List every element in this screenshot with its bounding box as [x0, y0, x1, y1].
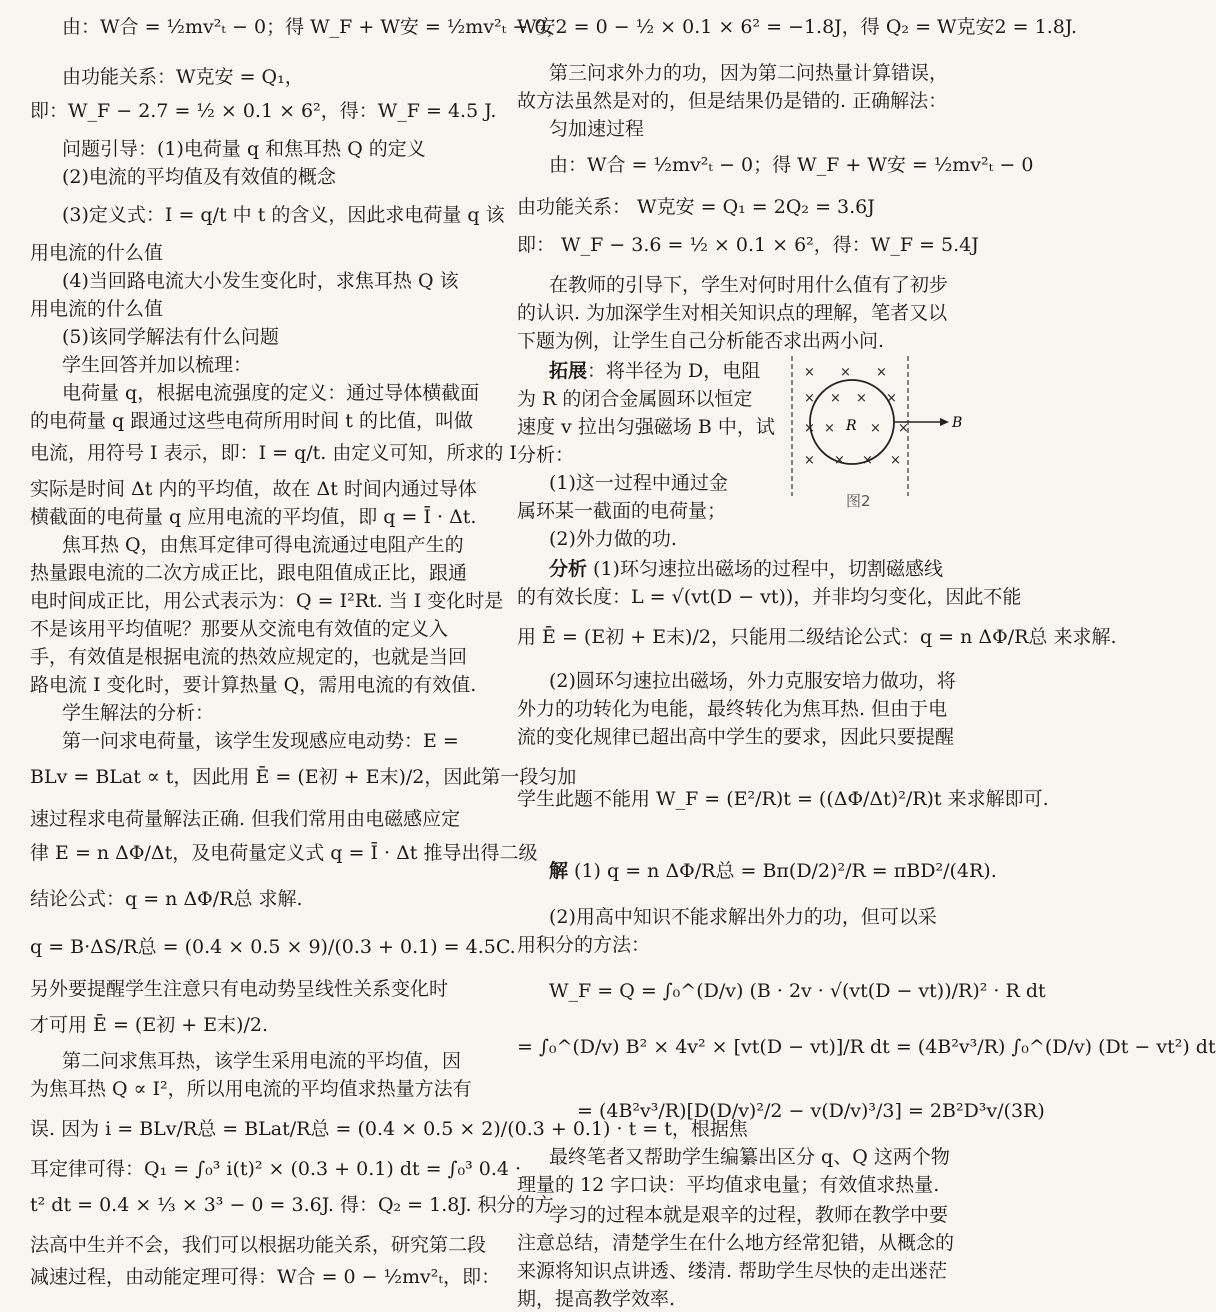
left-line-7: 用电流的什么值: [30, 242, 164, 264]
right-line-12: 为 R 的闭合金属圆环以恒定: [517, 388, 753, 410]
left-line-18: 热量跟电流的二次方成正比，跟电阻值成正比，跟通: [30, 562, 468, 584]
right-line-11: 拓展：将半径为 D，电阻: [549, 360, 761, 382]
left-line-23: 学生解法的分析：: [62, 702, 215, 724]
right-line-4: 匀加速过程: [549, 118, 645, 140]
left-line-4: 问题引导：(1)电荷量 q 和焦耳热 Q 的定义: [62, 138, 426, 160]
left-line-13: 的电荷量 q 跟通过这些电荷所用时间 t 的比值，叫做: [30, 410, 473, 432]
right-line-21: (2)圆环匀速拉出磁场，外力克服安培力做功，将: [549, 670, 956, 692]
right-line-2: 第三问求外力的功，因为第二问热量计算错误，: [549, 62, 949, 84]
right-line-29: = ∫₀^(D/v) B² × 4v² × [vt(D − vt)]/R dt = (4B²v³/R) ∫₀^(D/v) (Dt − vt²) dt: [517, 1036, 1216, 1058]
left-line-14: 电流，用符号 I 表示，即：I = q/t. 由定义可知，所求的 I: [30, 442, 517, 464]
right-line-16: 属环某一截面的电荷量；: [517, 500, 727, 522]
right-line-32: 理量的 12 字口诀：平均值求电量；有效值求热量.: [517, 1174, 940, 1196]
right-line-18: 分析 (1)环匀速拉出磁场的过程中，切割磁感线: [549, 558, 943, 580]
left-line-2: 由功能关系：W克安 = Q₁，: [62, 66, 304, 88]
ring-resistance-label: R: [846, 418, 857, 434]
left-line-34: 误. 因为 i = BLv/R总 = BLat/R总 = (0.4 × 0.5 × 2)/(0.3 + 0.1) · t = t，根据焦: [30, 1118, 748, 1140]
left-line-12: 电荷量 q，根据电流强度的定义：通过导体横截面: [62, 382, 480, 404]
left-line-22: 路电流 I 变化时，要计算热量 Q，需用电流的有效值.: [30, 674, 477, 696]
field-cross-1: ×: [804, 365, 815, 380]
field-cross-3: ×: [876, 365, 887, 380]
left-line-9: 用电流的什么值: [30, 298, 164, 320]
right-line-3: 故方法虽然是对的，但是结果仍是错的. 正确解法：: [517, 90, 948, 112]
field-cross-9: ×: [824, 421, 835, 436]
field-cross-12: ×: [804, 453, 815, 468]
left-line-21: 手，有效值是根据电流的热效应规定的，也就是当回: [30, 646, 468, 668]
field-cross-11: ×: [898, 421, 909, 436]
right-line-23: 流的变化规律已超出高中学生的要求，因此只要提醒: [517, 726, 955, 748]
left-line-35: 耳定律可得：Q₁ = ∫₀³ i(t)² × (0.3 + 0.1) dt = ∫₀³ 0.4 ·: [30, 1158, 522, 1180]
field-cross-4: ×: [804, 391, 815, 406]
right-line-19: 的有效长度：L = √(vt(D − vt))，并非均匀变化，因此不能: [517, 586, 1022, 608]
left-line-27: 律 E = n ΔΦ/Δt，及电荷量定义式 q = Ī · Δt 推导出得二级: [30, 842, 538, 864]
left-line-16: 横截面的电荷量 q 应用电流的平均值，即 q = Ī · Δt.: [30, 506, 477, 528]
left-line-26: 速过程求电荷量解法正确. 但我们常用由电磁感应定: [30, 808, 461, 830]
field-cross-5: ×: [830, 391, 841, 406]
right-line-22: 外力的功转化为电能，最终转化为焦耳热. 但由于电: [517, 698, 948, 720]
field-cross-10: ×: [870, 421, 881, 436]
left-line-5: (2)电流的平均值及有效值的概念: [62, 166, 336, 188]
right-line-13: 速度 v 拉出匀强磁场 B 中，试: [517, 416, 775, 438]
left-line-17: 焦耳热 Q，由焦耳定律可得电流通过电阻产生的: [62, 534, 464, 556]
velocity-arrow-head: [940, 418, 949, 426]
right-line-15: (1)这一过程中通过金: [549, 472, 728, 494]
right-line-5: 由：W合 = ½mv²ₜ − 0；得 W_F + W安 = ½mv²ₜ − 0: [549, 154, 1034, 176]
right-line-35: 来源将知识点讲透、缕清. 帮助学生尽快的走出迷茫: [517, 1260, 948, 1282]
left-line-3: 即：W_F − 2.7 = ½ × 0.1 × 6²，得：W_F = 4.5 J.: [30, 100, 497, 122]
left-line-11: 学生回答并加以梳理：: [62, 354, 253, 376]
right-line-33: 学习的过程本就是艰辛的过程，教师在教学中要: [549, 1204, 949, 1226]
left-line-38: 减速过程，由动能定理可得：W合 = 0 − ½mv²ₜ，即：: [30, 1266, 501, 1288]
field-label-B: B: [952, 415, 963, 431]
bold-lead: 解: [549, 860, 569, 882]
right-line-27: 用积分的方法：: [517, 934, 651, 956]
field-cross-2: ×: [840, 365, 851, 380]
right-line-8: 在教师的引导下，学生对何时用什么值有了初步: [549, 274, 949, 296]
left-line-10: (5)该同学解法有什么问题: [62, 326, 279, 348]
left-line-24: 第一问求电荷量，该学生发现感应电动势：E =: [62, 730, 459, 752]
right-line-20: 用 Ē = (E初 + E末)/2，只能用二级结论公式：q = n ΔΦ/R总 来求解.: [517, 626, 1117, 648]
left-line-8: (4)当回路电流大小发生变化时，求焦耳热 Q 该: [62, 270, 459, 292]
left-line-15: 实际是时间 Δt 内的平均值，故在 Δt 时间内通过导体: [30, 478, 477, 500]
right-line-36: 期，提高教学效率.: [517, 1288, 676, 1310]
right-line-10: 下题为例，让学生自己分析能否求出两小问.: [517, 330, 885, 352]
right-line-25: 解 (1) q = n ΔΦ/R总 = Bπ(D/2)²/R = πBD²/(4R).: [549, 860, 997, 882]
right-line-30: = (4B²v³/R)[D(D/v)²/2 − v(D/v)³/3] = 2B²D³v/(3R): [577, 1100, 1045, 1122]
left-line-19: 电时间成正比，用公式表示为：Q = I²Rt. 当 I 变化时是: [30, 590, 504, 612]
field-cross-14: ×: [862, 453, 873, 468]
left-line-29: q = B·ΔS/R总 = (0.4 × 0.5 × 9)/(0.3 + 0.1) = 4.5C.: [30, 936, 516, 958]
right-line-14: 分析：: [517, 444, 575, 466]
right-line-7: 即： W_F − 3.6 = ½ × 0.1 × 6²，得：W_F = 5.4J: [517, 234, 979, 256]
left-line-25: BLv = BLat ∝ t，因此用 Ē = (E初 + E末)/2，因此第一段匀加: [30, 766, 577, 788]
left-line-28: 结论公式：q = n ΔΦ/R总 求解.: [30, 888, 303, 910]
left-line-1: 由：W合 = ½mv²ₜ − 0；得 W_F + W安 = ½mv²ₜ − 0，: [62, 16, 566, 38]
right-line-24: 学生此题不能用 W_F = (E²/R)t = ((ΔΦ/Δt)²/R)t 来求解即可.: [517, 788, 1049, 810]
right-line-1: W安2 = 0 − ½ × 0.1 × 6² = −1.8J，得 Q₂ = W克安2 = 1.8J.: [517, 16, 1078, 38]
bold-lead: 拓展: [549, 360, 588, 382]
right-line-9: 的认识. 为加深学生对相关知识点的理解，笔者又以: [517, 302, 948, 324]
right-line-26: (2)用高中知识不能求解出外力的功，但可以采: [549, 906, 937, 928]
field-cross-13: ×: [834, 453, 845, 468]
right-line-17: (2)外力做的功.: [549, 528, 677, 550]
right-line-31: 最终笔者又帮助学生编纂出区分 q、Q 这两个物: [549, 1146, 950, 1168]
left-line-20: 不是该用平均值呢？那要从交流电有效值的定义入: [30, 618, 449, 640]
figure-caption: 图2: [846, 492, 871, 510]
bold-lead: 分析: [549, 558, 588, 580]
left-line-6: (3)定义式：I = q/t 中 t 的含义，因此求电荷量 q 该: [62, 204, 505, 226]
left-line-32: 第二问求焦耳热，该学生采用电流的平均值，因: [62, 1050, 462, 1072]
right-line-28: W_F = Q = ∫₀^(D/v) (B · 2v · √(vt(D − vt))/R)² · R dt: [549, 980, 1046, 1002]
field-cross-8: ×: [804, 421, 815, 436]
left-line-37: 法高中生并不会，我们可以根据功能关系，研究第二段: [30, 1234, 487, 1256]
left-line-33: 为焦耳热 Q ∝ I²，所以用电流的平均值求热量方法有: [30, 1078, 472, 1100]
figure-2-diagram: [790, 356, 970, 516]
left-line-31: 才可用 Ē = (E初 + E末)/2.: [30, 1014, 269, 1036]
field-cross-15: ×: [890, 453, 901, 468]
left-line-36: t² dt = 0.4 × ⅓ × 3³ − 0 = 3.6J. 得：Q₂ = 1.8J. 积分的方: [30, 1194, 554, 1216]
right-line-34: 注意总结，清楚学生在什么地方经常犯错，从概念的: [517, 1232, 955, 1254]
right-line-6: 由功能关系： W克安 = Q₁ = 2Q₂ = 3.6J: [517, 196, 875, 218]
left-line-30: 另外要提醒学生注意只有电动势呈线性关系变化时: [30, 978, 449, 1000]
field-cross-6: ×: [856, 391, 867, 406]
field-cross-7: ×: [886, 391, 897, 406]
